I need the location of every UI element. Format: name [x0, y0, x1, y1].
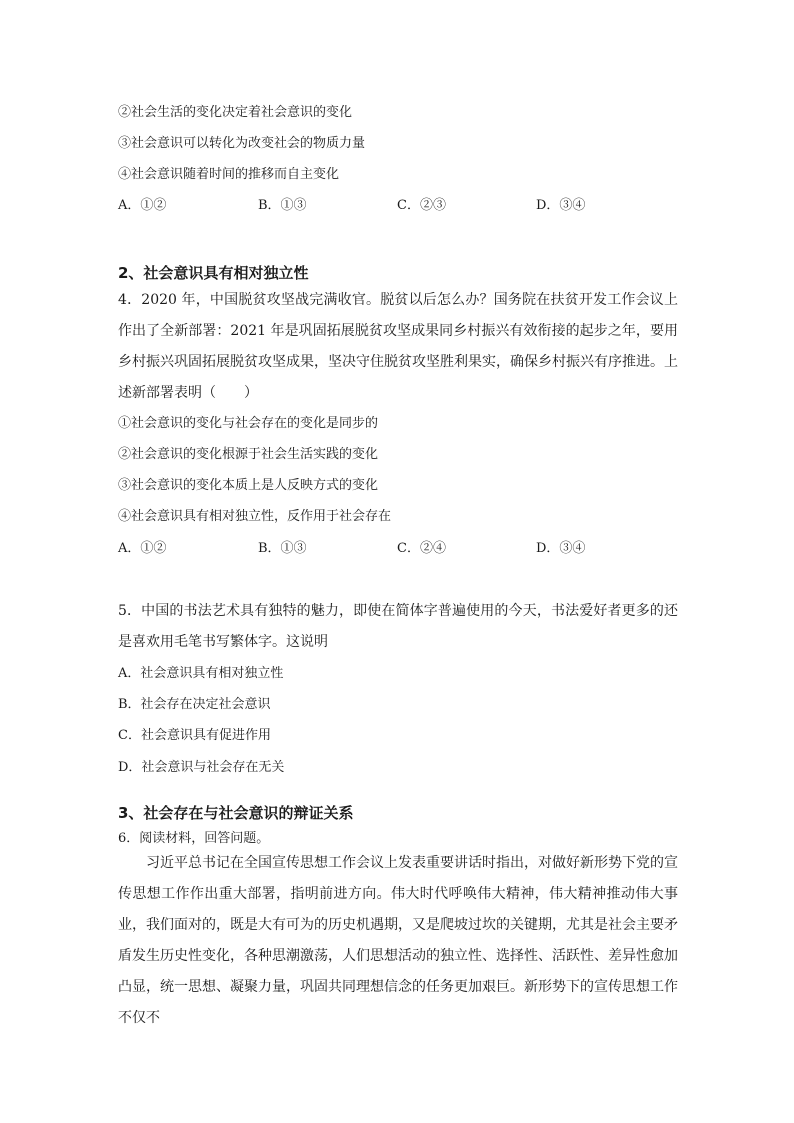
q3-option-a: A．①② [118, 198, 167, 213]
q4-stem: 4．2020 年，中国脱贫攻坚战完满收官。脱贫以后怎么办？国务院在扶贫开发工作会议上作出了全新部署：2021 年是巩固拓展脱贫攻坚成果同乡村振兴有效衔接的起步之年，要用乡村振兴巩固拓展脱贫攻坚成果，坚决守住脱贫攻坚胜利果实，确保乡村振兴有序推进。上述新部署表明（ ） [118, 292, 678, 401]
q5-option-b: B．社会存在决定社会意识 [118, 697, 271, 712]
q4-statement-1: ①社会意识的变化与社会存在的变化是同步的 [118, 416, 379, 431]
section-heading-2: 2、社会意识具有相对独立性 [118, 264, 309, 282]
q4-statement-2: ②社会意识的变化根源于社会生活实践的变化 [118, 447, 379, 462]
q4-statement-4: ④社会意识具有相对独立性，反作用于社会存在 [118, 509, 392, 524]
q5-stem: 5．中国的书法艺术具有独特的魅力，即使在简体字普遍使用的今天，书法爱好者更多的还是喜欢用毛笔书写繁体字。这说明 [118, 603, 678, 650]
q5-option-c: C．社会意识具有促进作用 [118, 728, 271, 743]
q4-option-b: B．①③ [258, 541, 307, 556]
q5-option-d: D．社会意识与社会存在无关 [118, 760, 285, 775]
q5-option-a: A．社会意识具有相对独立性 [118, 666, 284, 681]
q3-statement-4: ④社会意识随着时间的推移而自主变化 [118, 167, 340, 182]
q4-option-c: C．②④ [397, 541, 446, 556]
q4-option-a: A．①② [118, 541, 167, 556]
q6-material: 习近平总书记在全国宣传思想工作会议上发表重要讲话时指出，对做好新形势下党的宣传思想工作作出重大部署，指明前进方向。伟大时代呼唤伟大精神，伟大精神推动伟大事业，我们面对的，既是大有可为的历史机遇期，又是爬坡过坎的关键期，尤其是社会主要矛盾发生历史性变化，各种思潮激荡，人们思想活动的独立性、选择性、活跃性、差异性愈加凸显，统一思想、凝聚力量，巩固共同理想信念的任务更加艰巨。新形势下的宣传思想工作不仅不 [118, 855, 678, 1026]
q3-statement-2: ②社会生活的变化决定着社会意识的变化 [118, 105, 353, 120]
q3-option-d: D．③④ [536, 198, 586, 213]
section-heading-3: 3、社会存在与社会意识的辩证关系 [118, 804, 354, 822]
q6-stem: 6．阅读材料，回答问题。 [118, 831, 270, 846]
q4-option-d: D．③④ [536, 541, 586, 556]
q3-option-b: B．①③ [258, 198, 307, 213]
q3-option-c: C．②③ [397, 198, 446, 213]
q3-statement-3: ③社会意识可以转化为改变社会的物质力量 [118, 136, 366, 151]
q4-statement-3: ③社会意识的变化本质上是人反映方式的变化 [118, 478, 379, 493]
